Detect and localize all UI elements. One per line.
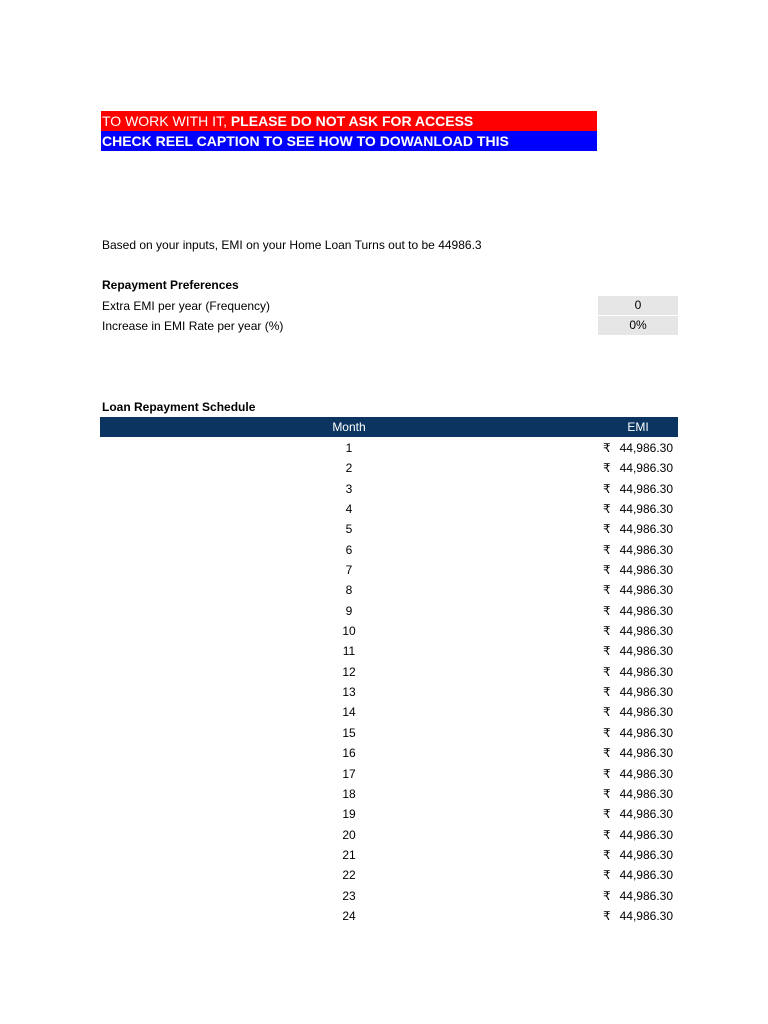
table-row [100, 825, 678, 845]
table-row [100, 906, 678, 926]
table-row [100, 601, 678, 621]
emi-amount: 44,986.30 [619, 624, 673, 639]
table-row [100, 886, 678, 906]
emi-cell [603, 519, 675, 539]
month-cell: 15 [342, 725, 356, 740]
month-cell: 17 [342, 766, 356, 781]
table-row [100, 682, 678, 702]
emi-cell [603, 723, 675, 743]
emi-increase-input-cell[interactable]: 0% [598, 316, 678, 335]
table-row [100, 641, 678, 661]
emi-amount: 44,986.30 [619, 664, 673, 679]
month-cell: 8 [345, 583, 353, 598]
emi-amount: 44,986.30 [619, 583, 673, 598]
emi-cell [603, 580, 675, 600]
emi-cell [603, 601, 675, 621]
emi-amount: 44,986.30 [619, 685, 673, 700]
access-warning-bold-text: PLEASE DO NOT ASK FOR ACCESS [230, 113, 474, 129]
emi-cell [603, 479, 675, 499]
emi-cell [603, 458, 675, 478]
emi-cell [603, 621, 675, 641]
table-row [100, 865, 678, 885]
emi-amount: 44,986.30 [619, 644, 673, 659]
month-cell: 13 [342, 685, 356, 700]
extra-emi-input-cell[interactable]: 0 [598, 296, 678, 315]
table-row [100, 784, 678, 804]
table-row [100, 723, 678, 743]
rupee-symbol: ₹ [603, 502, 611, 517]
rupee-symbol: ₹ [603, 563, 611, 578]
month-cell: 22 [342, 868, 356, 883]
emi-summary-text: Based on your inputs, EMI on your Home Loan Turns out to be 44986.3 [102, 238, 482, 252]
emi-amount: 44,986.30 [619, 481, 673, 496]
repayment-preferences-title: Repayment Preferences [102, 278, 239, 292]
rupee-symbol: ₹ [603, 461, 611, 476]
emi-cell [603, 825, 675, 845]
rupee-symbol: ₹ [603, 603, 611, 618]
emi-amount: 44,986.30 [619, 502, 673, 517]
month-cell: 7 [345, 563, 353, 578]
rupee-symbol: ₹ [603, 542, 611, 557]
month-cell: 19 [342, 807, 356, 822]
emi-amount: 44,986.30 [619, 563, 673, 578]
emi-amount: 44,986.30 [619, 705, 673, 720]
month-cell: 6 [345, 542, 353, 557]
emi-cell [603, 641, 675, 661]
emi-cell [603, 764, 675, 784]
month-cell: 2 [345, 461, 353, 476]
emi-amount: 44,986.30 [619, 888, 673, 903]
access-warning-text: TO WORK WITH IT, [102, 113, 231, 129]
emi-column-header: EMI [627, 420, 649, 434]
emi-cell [603, 662, 675, 682]
table-row [100, 580, 678, 600]
emi-cell [603, 804, 675, 824]
month-cell: 3 [345, 481, 353, 496]
rupee-symbol: ₹ [603, 847, 611, 862]
schedule-table-body [100, 438, 678, 926]
rupee-symbol: ₹ [603, 583, 611, 598]
month-cell: 23 [342, 888, 356, 903]
emi-amount: 44,986.30 [619, 807, 673, 822]
emi-amount: 44,986.30 [619, 766, 673, 781]
table-row [100, 479, 678, 499]
table-row [100, 702, 678, 722]
table-row [100, 662, 678, 682]
schedule-table-header [100, 417, 678, 437]
rupee-symbol: ₹ [603, 807, 611, 822]
month-cell: 24 [342, 908, 356, 923]
rupee-symbol: ₹ [603, 664, 611, 679]
emi-amount: 44,986.30 [619, 542, 673, 557]
rupee-symbol: ₹ [603, 888, 611, 903]
access-warning-banner [101, 111, 597, 131]
table-row [100, 458, 678, 478]
rupee-symbol: ₹ [603, 766, 611, 781]
table-row [100, 540, 678, 560]
emi-cell [603, 540, 675, 560]
emi-amount: 44,986.30 [619, 847, 673, 862]
emi-cell [603, 743, 675, 763]
emi-cell [603, 438, 675, 458]
emi-increase-label: Increase in EMI Rate per year (%) [102, 319, 284, 333]
rupee-symbol: ₹ [603, 705, 611, 720]
rupee-symbol: ₹ [603, 644, 611, 659]
emi-cell [603, 865, 675, 885]
month-cell: 4 [345, 502, 353, 517]
month-cell: 9 [345, 603, 353, 618]
rupee-symbol: ₹ [603, 685, 611, 700]
emi-amount: 44,986.30 [619, 725, 673, 740]
rupee-symbol: ₹ [603, 908, 611, 923]
table-row [100, 743, 678, 763]
month-cell: 10 [342, 624, 356, 639]
rupee-symbol: ₹ [603, 624, 611, 639]
table-row [100, 438, 678, 458]
emi-cell [603, 560, 675, 580]
emi-cell [603, 702, 675, 722]
month-cell: 18 [342, 786, 356, 801]
emi-amount: 44,986.30 [619, 461, 673, 476]
table-row [100, 519, 678, 539]
month-cell: 11 [342, 644, 356, 659]
table-row [100, 560, 678, 580]
table-row [100, 499, 678, 519]
rupee-symbol: ₹ [603, 441, 611, 455]
schedule-title: Loan Repayment Schedule [102, 400, 256, 414]
rupee-symbol: ₹ [603, 868, 611, 883]
emi-amount: 44,986.30 [619, 603, 673, 618]
month-cell: 5 [345, 522, 353, 537]
emi-amount: 44,986.30 [619, 441, 673, 455]
emi-cell [603, 886, 675, 906]
emi-cell [603, 499, 675, 519]
rupee-symbol: ₹ [603, 786, 611, 801]
emi-amount: 44,986.30 [619, 868, 673, 883]
month-cell: 21 [342, 847, 356, 862]
emi-cell [603, 906, 675, 926]
table-row [100, 764, 678, 784]
month-cell: 16 [342, 746, 356, 761]
emi-cell [603, 845, 675, 865]
table-row [100, 845, 678, 865]
rupee-symbol: ₹ [603, 481, 611, 496]
month-cell: 14 [342, 705, 356, 720]
emi-amount: 44,986.30 [619, 827, 673, 842]
rupee-symbol: ₹ [603, 827, 611, 842]
month-column-header: Month [332, 420, 366, 434]
month-cell: 1 [345, 441, 353, 455]
month-cell: 20 [342, 827, 356, 842]
rupee-symbol: ₹ [603, 725, 611, 740]
table-row [100, 804, 678, 824]
table-row [100, 621, 678, 641]
emi-amount: 44,986.30 [619, 786, 673, 801]
extra-emi-label: Extra EMI per year (Frequency) [102, 299, 271, 313]
rupee-symbol: ₹ [603, 746, 611, 761]
download-hint-banner: CHECK REEL CAPTION TO SEE HOW TO DOWANLOAD THIS [101, 131, 597, 151]
emi-cell [603, 682, 675, 702]
emi-amount: 44,986.30 [619, 522, 673, 537]
month-cell: 12 [342, 664, 356, 679]
emi-amount: 44,986.30 [619, 746, 673, 761]
emi-amount: 44,986.30 [619, 908, 673, 923]
emi-cell [603, 784, 675, 804]
rupee-symbol: ₹ [603, 522, 611, 537]
